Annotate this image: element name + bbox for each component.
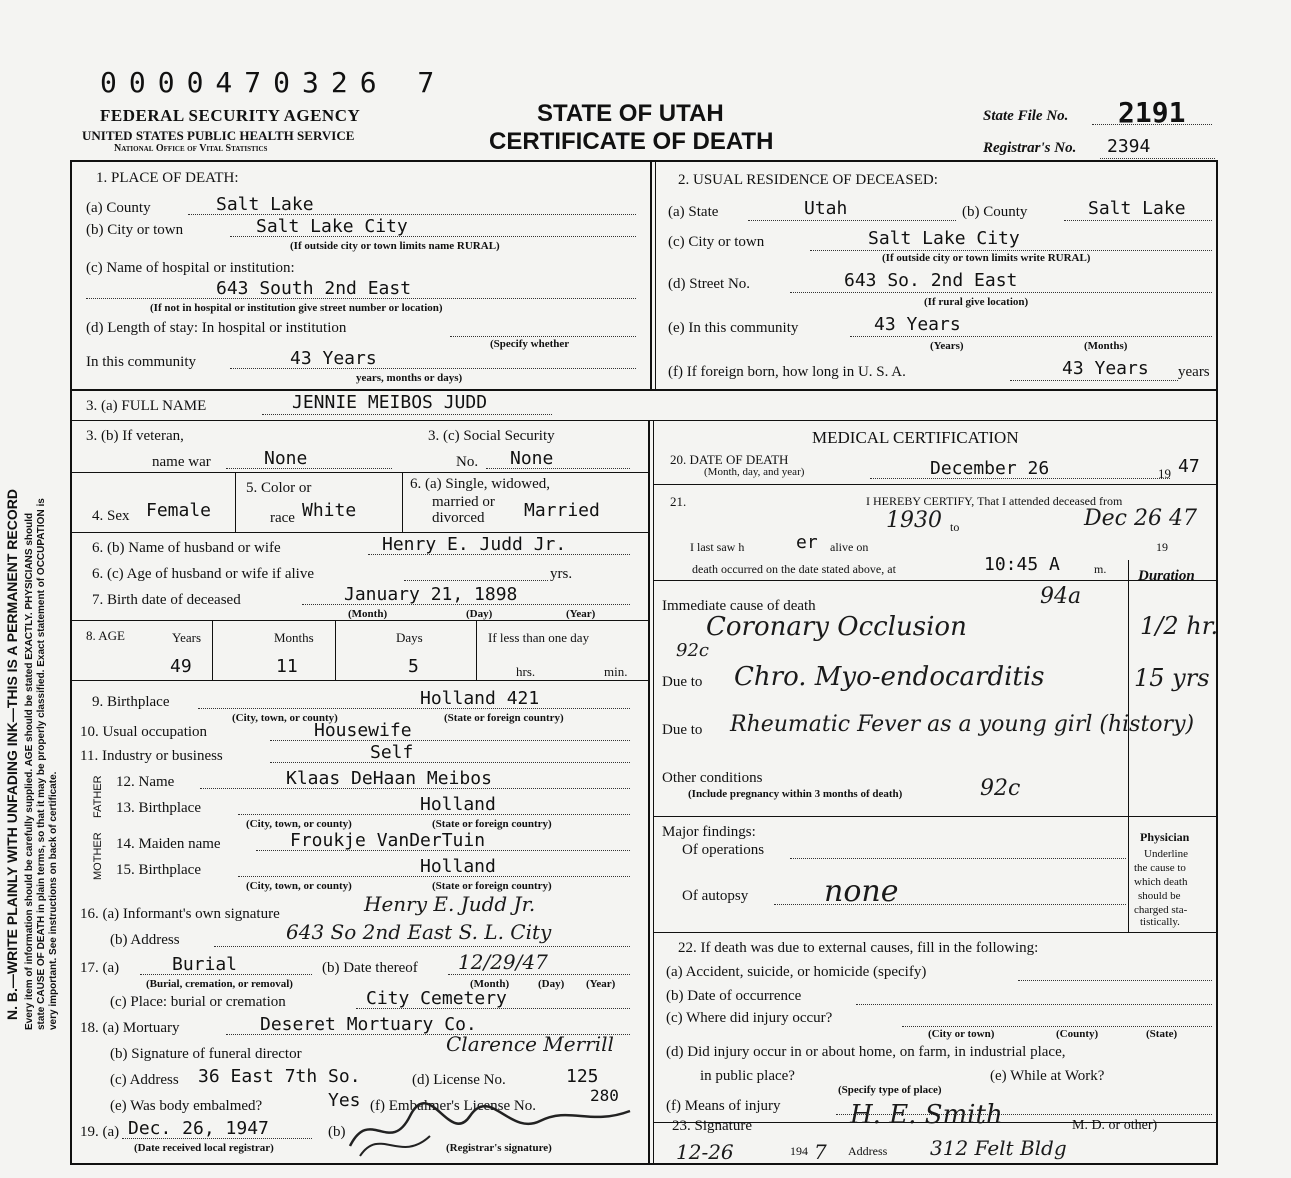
father-birthplace-value: Holland — [420, 794, 496, 815]
death-county-value: Salt Lake — [216, 194, 314, 215]
age-years-header: Years — [172, 630, 202, 645]
mortuary-value: Deseret Mortuary Co. — [260, 1014, 477, 1035]
foreign-born-label: (f) If foreign born, how long in U. S. A. — [668, 364, 906, 380]
age-min-label: min. — [604, 664, 628, 679]
external-causes-heading: 22. If death was due to external causes, fill in the following: — [678, 940, 1039, 956]
death-time-unit: m. — [1094, 562, 1107, 576]
ssn-no-label: No. — [456, 454, 479, 470]
death-county-label: (a) County — [86, 200, 151, 216]
marital-label-3: divorced — [432, 510, 485, 526]
registrar-received-label: 19. (a) — [80, 1124, 120, 1140]
place-of-death-heading: 1. PLACE OF DEATH: — [96, 170, 239, 186]
birth-date-month-note: (Month) — [348, 608, 388, 620]
veteran-label: 3. (b) If veteran, — [86, 428, 184, 444]
res-community-label: (e) In this community — [668, 320, 799, 336]
external-d-label-1: (d) Did injury occur in or about home, on farm, in industrial place, — [666, 1044, 1066, 1060]
death-city-note: (If outside city or town limits name RURAL) — [290, 240, 500, 252]
birth-date-year-note: (Year) — [566, 608, 596, 620]
disposition-note: (Burial, cremation, or removal) — [146, 978, 293, 990]
age-months-header: Months — [274, 630, 314, 645]
mother-side-label: MOTHER — [92, 832, 104, 880]
mother-birthplace-value: Holland — [420, 856, 496, 877]
full-name-value: JENNIE MEIBOS JUDD — [292, 392, 488, 413]
physician-box-line-6: tistically. — [1140, 916, 1180, 928]
age-days-header: Days — [396, 630, 423, 645]
death-time-value: 10:45 A — [984, 554, 1060, 575]
age-less-header: If less than one day — [488, 630, 590, 645]
mortuary-address-value: 36 East 7th So. — [198, 1066, 361, 1087]
birth-date-value: January 21, 1898 — [344, 584, 518, 605]
mortuary-address-label: (c) Address — [110, 1072, 179, 1088]
res-community-years: (Years) — [930, 340, 964, 352]
registrar-label: Registrar's No. — [983, 140, 1077, 156]
major-findings-label: Major findings: — [662, 824, 756, 840]
res-state-label: (a) State — [668, 204, 719, 220]
burial-place-label: (c) Place: burial or cremation — [110, 994, 286, 1010]
date-of-death-year: 47 — [1178, 456, 1200, 477]
spouse-age-unit: yrs. — [550, 566, 573, 582]
industry-value: Self — [370, 742, 414, 763]
marital-value: Married — [524, 500, 600, 521]
occupation-label: 10. Usual occupation — [80, 724, 208, 740]
res-county-label: (b) County — [962, 204, 1028, 220]
certify-from-value: 1930 — [886, 508, 942, 533]
informant-signature-label: 16. (a) Informant's own signature — [80, 906, 280, 922]
physician-md-label: M. D. or other) — [1072, 1118, 1158, 1133]
external-d-label-2: in public place? — [700, 1068, 795, 1084]
last-saw-label-2: alive on — [830, 540, 869, 554]
disposition-label: 17. (a) — [80, 960, 120, 976]
side-instruction-4: very important. See instructions on back of certificate. — [48, 771, 59, 1030]
registrar-sig-note: (Registrar's signature) — [446, 1142, 552, 1154]
res-state-value: Utah — [804, 198, 848, 219]
physician-year: 7 — [814, 1140, 827, 1164]
father-name-label: 12. Name — [116, 774, 175, 790]
license-label: (d) License No. — [412, 1072, 506, 1088]
ssn-label: 3. (c) Social Security — [428, 428, 555, 444]
immediate-cause-value: Coronary Occlusion — [706, 612, 967, 642]
foreign-born-unit: years — [1178, 364, 1210, 380]
agency-name: FEDERAL SECURITY AGENCY — [100, 106, 361, 125]
mother-birthplace-city-note: (City, town, or county) — [246, 880, 352, 892]
physician-box-title: Physician — [1140, 830, 1190, 844]
res-city-note: (If outside city or town limits write RURAL) — [882, 252, 1091, 264]
res-county-value: Salt Lake — [1088, 198, 1186, 219]
state-file-label: State File No. — [983, 108, 1069, 124]
race-label-1: 5. Color or — [246, 480, 312, 496]
embalmed-value: Yes — [328, 1090, 361, 1111]
physician-box-line-4: should be — [1138, 890, 1181, 902]
physician-signature: H. E. Smith — [850, 1100, 1003, 1130]
immediate-cause-duration: 1/2 hr. — [1140, 612, 1219, 640]
physician-box-line-1: Underline — [1144, 848, 1188, 860]
physician-box-line-5: charged sta- — [1134, 904, 1188, 916]
disposition-year-note: (Year) — [586, 978, 616, 990]
res-street-value: 643 So. 2nd East — [844, 270, 1018, 291]
embalmer-license-value: 280 — [590, 1086, 619, 1105]
sex-value: Female — [146, 500, 212, 521]
registrar-signature-scribble — [340, 1096, 640, 1166]
external-c-state-note: (State) — [1146, 1028, 1178, 1040]
side-instruction-3: state CAUSE OF DEATH in plain terms, so that it may be properly classified. Exact statement of OCCUPATION is — [36, 498, 47, 1030]
hospital-value: 643 South 2nd East — [216, 278, 412, 299]
duration-header: Duration — [1138, 568, 1195, 584]
due-to-1-value: Chro. Myo-endocarditis — [734, 662, 1045, 692]
res-street-label: (d) Street No. — [668, 276, 751, 292]
father-name-value: Klaas DeHaan Meibos — [286, 768, 492, 789]
birthplace-label: 9. Birthplace — [92, 694, 170, 710]
medical-certification-heading: MEDICAL CERTIFICATION — [812, 428, 1019, 447]
external-b-label: (b) Date of occurrence — [666, 988, 802, 1004]
birthplace-city-note: (City, town, or county) — [232, 712, 338, 724]
external-c-county-note: (County) — [1056, 1028, 1099, 1040]
veteran-war-label: name war — [152, 454, 211, 470]
immediate-cause-code: 94a — [1040, 584, 1082, 609]
ssn-value: None — [510, 448, 554, 469]
physician-address-label: Address — [848, 1144, 888, 1158]
disposition-date-label: (b) Date thereof — [322, 960, 418, 976]
physician-box-line-2: the cause to — [1134, 862, 1186, 874]
agency-office: National Office of Vital Statistics — [114, 143, 268, 154]
birth-date-day-note: (Day) — [466, 608, 493, 620]
mortuary-label: 18. (a) Mortuary — [80, 1020, 180, 1036]
side-instruction-main: N. B.—WRITE PLAINLY WITH UNFADING INK—THIS IS A PERMANENT RECORD — [4, 489, 20, 1020]
due-to-1-code: 92c — [676, 640, 709, 661]
res-street-note: (If rural give location) — [924, 296, 1029, 308]
age-hrs-label: hrs. — [516, 664, 536, 679]
registrar-received-note: (Date received local registrar) — [134, 1142, 274, 1154]
physician-date: 12-26 — [676, 1140, 734, 1164]
date-of-death-year-prefix: 19 — [1158, 466, 1171, 481]
external-c-label: (c) Where did injury occur? — [666, 1010, 833, 1026]
marital-label-1: 6. (a) Single, widowed, — [410, 476, 550, 492]
funeral-director-label: (b) Signature of funeral director — [110, 1046, 302, 1062]
certify-num: 21. — [670, 494, 687, 509]
other-conditions-note: (Include pregnancy within 3 months of death) — [688, 788, 903, 800]
community-value: 43 Years — [290, 348, 377, 369]
birthplace-value: Holland 421 — [420, 688, 540, 709]
physician-signature-label: 23. Signature — [672, 1118, 752, 1134]
res-community-months: (Months) — [1084, 340, 1128, 352]
death-time-label: death occurred on the date stated above, at — [692, 562, 896, 576]
res-city-label: (c) City or town — [668, 234, 765, 250]
registrar-received-value: Dec. 26, 1947 — [128, 1118, 269, 1139]
marital-label-2: married or — [432, 494, 495, 510]
serial-number: 0000470326 7 — [100, 66, 447, 99]
res-city-value: Salt Lake City — [868, 228, 1020, 249]
external-a-label: (a) Accident, suicide, or homicide (specify) — [666, 964, 927, 980]
due-to-2-value: Rheumatic Fever as a young girl (history) — [730, 712, 1195, 737]
informant-signature: Henry E. Judd Jr. — [364, 892, 536, 916]
other-conditions-code: 92c — [980, 776, 1021, 801]
industry-label: 11. Industry or business — [80, 748, 223, 764]
mother-birthplace-label: 15. Birthplace — [116, 862, 201, 878]
external-f-label: (f) Means of injury — [666, 1098, 781, 1114]
immediate-cause-label: Immediate cause of death — [662, 598, 816, 614]
funeral-director-signature: Clarence Merrill — [446, 1032, 614, 1056]
disposition-date-value: 12/29/47 — [458, 950, 548, 974]
community-note: years, months or days) — [356, 372, 463, 384]
disposition-month-note: (Month) — [470, 978, 510, 990]
community-label: In this community — [86, 354, 196, 370]
spouse-age-label: 6. (c) Age of husband or wife if alive — [92, 566, 315, 582]
age-label: 8. AGE — [86, 628, 125, 643]
veteran-war-value: None — [264, 448, 308, 469]
physician-address-value: 312 Felt Bldg — [930, 1136, 1067, 1160]
sex-label: 4. Sex — [92, 508, 130, 524]
death-city-value: Salt Lake City — [256, 216, 408, 237]
father-side-label: FATHER — [92, 775, 104, 818]
side-instruction-2: Every item of information should be carefully supplied. AGE should be stated EXACTLY. PHYSICIANS should — [24, 512, 35, 1030]
external-e-label: (e) While at Work? — [990, 1068, 1105, 1084]
mother-name-label: 14. Maiden name — [116, 836, 221, 852]
state-file-value: 2191 — [1118, 96, 1186, 129]
due-to-1-label: Due to — [662, 674, 703, 690]
date-of-death-value: December 26 — [930, 458, 1050, 479]
spouse-name-label: 6. (b) Name of husband or wife — [92, 540, 281, 556]
informant-address-label: (b) Address — [110, 932, 180, 948]
disposition-value: Burial — [172, 954, 238, 975]
burial-place-value: City Cemetery — [366, 988, 507, 1009]
disposition-day-note: (Day) — [538, 978, 565, 990]
informant-address-value: 643 So 2nd East S. L. City — [286, 920, 552, 944]
full-name-label: 3. (a) FULL NAME — [86, 398, 207, 414]
autopsy-label: Of autopsy — [682, 888, 749, 904]
father-birthplace-label: 13. Birthplace — [116, 800, 201, 816]
due-to-2-label: Due to — [662, 722, 703, 738]
occupation-value: Housewife — [314, 720, 412, 741]
registrar-value: 2394 — [1107, 136, 1151, 157]
race-value: White — [302, 500, 357, 521]
father-birthplace-city-note: (City, town, or county) — [246, 818, 352, 830]
external-c-city-note: (City or town) — [928, 1028, 995, 1040]
last-saw-year: 19 — [1156, 540, 1168, 554]
age-days-value: 5 — [408, 656, 419, 677]
due-to-1-duration: 15 yrs — [1134, 664, 1210, 692]
birth-date-label: 7. Birth date of deceased — [92, 592, 241, 608]
embalmer-license-label: (f) Embalmer's License No. — [370, 1098, 536, 1114]
hospital-note: (If not in hospital or institution give street number or location) — [150, 302, 443, 314]
res-community-value: 43 Years — [874, 314, 961, 335]
certify-to-label: to — [950, 520, 960, 534]
residence-heading: 2. USUAL RESIDENCE OF DECEASED: — [678, 172, 938, 188]
physician-box-line-3: which death — [1134, 876, 1188, 888]
age-years-value: 49 — [170, 656, 192, 677]
certify-to-value: Dec 26 47 — [1084, 506, 1197, 531]
external-d-note: (Specify type of place) — [838, 1084, 942, 1096]
last-saw-label: I last saw h — [690, 540, 745, 554]
physician-year-prefix: 194 — [790, 1144, 808, 1158]
date-of-death-note: (Month, day, and year) — [704, 466, 805, 478]
license-value: 125 — [566, 1066, 599, 1087]
embalmed-label: (e) Was body embalmed? — [110, 1098, 263, 1114]
foreign-born-value: 43 Years — [1062, 358, 1149, 379]
operations-label: Of operations — [682, 842, 765, 858]
length-of-stay-label: (d) Length of stay: In hospital or institution — [86, 320, 347, 336]
age-months-value: 11 — [276, 656, 298, 677]
death-city-label: (b) City or town — [86, 222, 184, 238]
spouse-name-value: Henry E. Judd Jr. — [382, 534, 567, 555]
birthplace-state-note: (State or foreign country) — [444, 712, 564, 724]
agency-service: UNITED STATES PUBLIC HEALTH SERVICE — [82, 128, 355, 143]
mother-name-value: Froukje VanDerTuin — [290, 830, 486, 851]
autopsy-value: none — [824, 874, 899, 909]
date-of-death-label: 20. DATE OF DEATH — [670, 452, 789, 467]
father-birthplace-state-note: (State or foreign country) — [432, 818, 552, 830]
hospital-label: (c) Name of hospital or institution: — [86, 260, 295, 276]
other-conditions-label: Other conditions — [662, 770, 763, 786]
certify-text: I HEREBY CERTIFY, That I attended deceased from — [866, 494, 1123, 508]
mother-birthplace-state-note: (State or foreign country) — [432, 880, 552, 892]
page-title-certificate: CERTIFICATE OF DEATH — [489, 128, 774, 155]
length-of-stay-note: (Specify whether — [490, 338, 570, 350]
last-saw-value: er — [796, 532, 818, 553]
registrar-sig-label: (b) — [328, 1124, 346, 1140]
race-label-2: race — [270, 510, 295, 526]
page-title-state: STATE OF UTAH — [537, 100, 724, 127]
